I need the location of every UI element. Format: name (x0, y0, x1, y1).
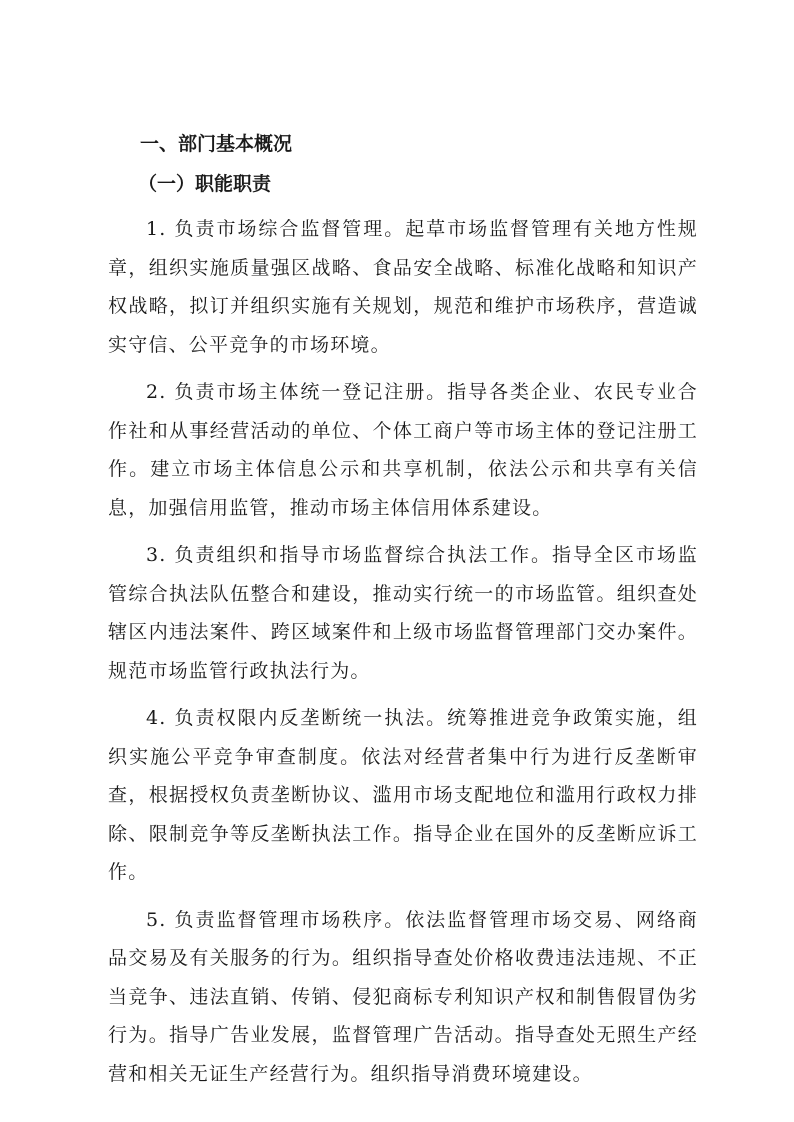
document-body (108, 128, 698, 1093)
paragraph-4: 4. 负责权限内反垄断统一执法。统筹推进竞争政策实施，组织实施公平竞争审查制度。依法对经营者集中行为进行反垄断审查，根据授权负责垄断协议、滥用市场支配地位和滥用行政权力排除、限制竞争等反垄断执法工作。指导企业在国外的反垄断应诉工作。 (108, 707, 698, 883)
subsection-heading: （一）职能职责 (138, 173, 272, 195)
paragraph-2: 2. 负责市场主体统一登记注册。指导各类企业、农民专业合作社和从事经营活动的单位、个体工商户等市场主体的登记注册工作。建立市场主体信息公示和共享机制，依法公示和共享有关信息，加强信用监管，推动市场主体信用体系建设。 (108, 381, 698, 519)
paragraph-5: 5. 负责监督管理市场秩序。依法监督管理市场交易、网络商品交易及有关服务的行为。组织指导查处价格收费违法违规、不正当竞争、违法直销、传销、侵犯商标专利知识产权和制售假冒伪劣行为。指导广告业发展，监督管理广告活动。指导查处无照生产经营和相关无证生产经营行为。组织指导消费环境建设。 (108, 908, 698, 1085)
section-heading: 一、部门基本概况 (140, 133, 293, 155)
paragraph-1: 1. 负责市场综合监督管理。起草市场监督管理有关地方性规章，组织实施质量强区战略、食品安全战略、标准化战略和知识产权战略，拟订并组织实施有关规划，规范和维护市场秩序，营造诚实守信、公平竞争的市场环境。 (108, 218, 698, 356)
paragraph-3: 3. 负责组织和指导市场监督综合执法工作。指导全区市场监管综合执法队伍整合和建设，推动实行统一的市场监管。组织查处辖区内违法案件、跨区域案件和上级市场监督管理部门交办案件。规范市场监管行政执法行为。 (108, 544, 698, 682)
